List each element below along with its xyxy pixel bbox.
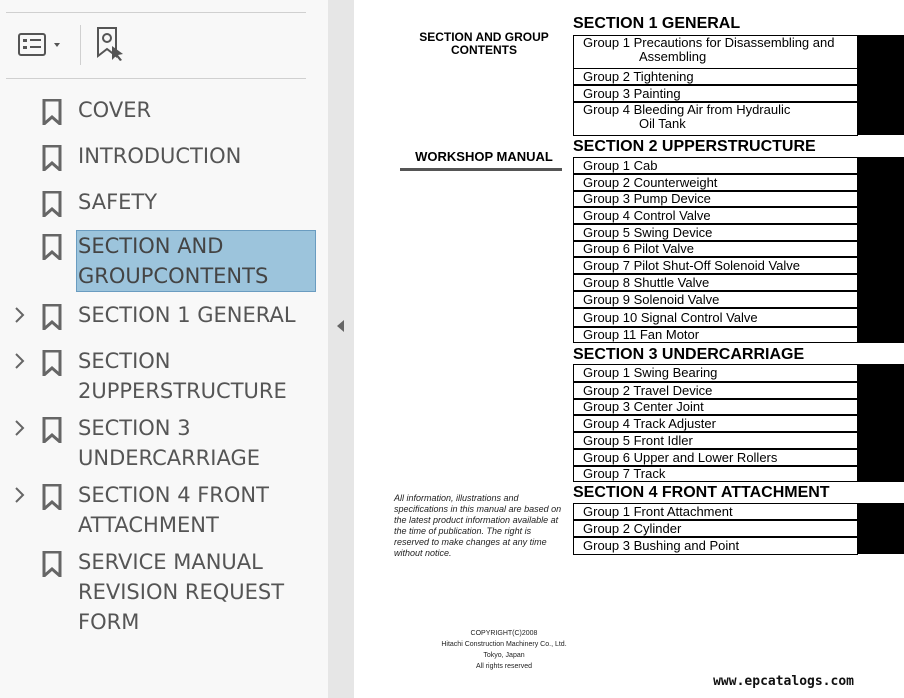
group-label: Group 2 Cylinder <box>583 521 682 536</box>
copyright-block <box>394 628 614 672</box>
group-row <box>573 537 858 555</box>
group-label: Group 4 Control Valve <box>583 208 711 223</box>
group-row <box>573 399 858 415</box>
bookmark-icon <box>42 191 62 217</box>
group-label: Group 3 Bushing and Point <box>583 538 740 553</box>
bookmark-icon <box>42 145 62 171</box>
group-label: Group 3 Center Joint <box>583 399 704 414</box>
group-label: Group 5 Front Idler <box>583 433 693 448</box>
group-row <box>573 432 858 449</box>
bookmark-label: INTRODUCTION <box>78 144 242 168</box>
group-label: Group 7 Track <box>583 466 666 481</box>
copyright-line: Tokyo, Japan <box>483 652 525 659</box>
bookmark-icon <box>42 350 62 376</box>
group-label-continued: Oil Tank <box>639 116 686 131</box>
chevron-right-icon[interactable] <box>12 306 28 324</box>
bookmark-label: COVER <box>78 98 152 122</box>
chevron-right-icon[interactable] <box>12 486 28 504</box>
section-thumb-tab <box>857 35 904 135</box>
group-label: Group 6 Pilot Valve <box>583 241 695 256</box>
group-row <box>573 241 858 257</box>
bookmark-label: SECTION 3 UNDERCARRIAGE <box>78 416 261 470</box>
bookmark-icon <box>42 99 62 125</box>
triangle-left-icon[interactable] <box>335 318 347 334</box>
bookmark-icon <box>42 484 62 510</box>
group-row <box>573 520 858 537</box>
group-row <box>573 68 858 85</box>
group-row <box>573 191 858 207</box>
bookmark-icon <box>42 304 62 330</box>
bookmark-label: SAFETY <box>78 190 158 214</box>
group-row <box>573 157 858 174</box>
toolbar-top-divider <box>6 12 306 13</box>
group-row <box>573 85 858 102</box>
group-label: Group 11 Fan Motor <box>583 327 700 342</box>
add-bookmark-button[interactable] <box>93 26 127 62</box>
group-row <box>573 327 858 343</box>
group-row <box>573 207 858 224</box>
group-row <box>573 364 858 382</box>
group-label: Group 3 Painting <box>583 86 681 101</box>
disclaimer-notice: All information, illustrations and specifications in this manual are based on the latest product information available at the time of publication. The right is reserved to make changes at any time without notice. <box>394 493 562 558</box>
group-label: Group 5 Swing Device <box>583 225 713 240</box>
group-row <box>573 257 858 274</box>
group-label: Group 9 Solenoid Valve <box>583 292 720 307</box>
toolbar-divider <box>80 25 81 65</box>
bookmark-label: SECTION 2UPPERSTRUCTURE <box>78 349 287 403</box>
copyright-line: Hitachi Construction Machinery Co., Ltd. <box>441 641 567 648</box>
bookmark-icon <box>42 234 62 260</box>
group-row <box>573 224 858 241</box>
bookmark-label: SECTION AND GROUPCONTENTS <box>76 230 316 292</box>
toolbar-bottom-divider <box>6 78 306 79</box>
document-page <box>354 0 904 698</box>
bookmark-label: SECTION 4 FRONT ATTACHMENT <box>78 483 269 537</box>
section-title: SECTION 2 UPPERSTRUCTURE <box>573 138 816 155</box>
group-label: Group 3 Pump Device <box>583 191 711 206</box>
group-label: Group 8 Shuttle Valve <box>583 275 710 290</box>
section-title: SECTION 3 UNDERCARRIAGE <box>573 346 805 363</box>
group-row <box>573 291 858 308</box>
group-row <box>573 174 858 191</box>
group-label: Group 2 Counterweight <box>583 175 718 190</box>
section-group-contents-heading: SECTION AND GROUP CONTENTS <box>419 30 549 57</box>
group-row <box>573 449 858 466</box>
group-row <box>573 274 858 291</box>
add-bookmark-icon <box>93 26 127 62</box>
section-thumb-tab <box>857 157 904 343</box>
watermark-url: www.epcatalogs.com <box>713 674 854 689</box>
group-row <box>573 102 858 136</box>
bookmarks-panel <box>0 0 328 698</box>
group-label: Group 1 Cab <box>583 158 658 173</box>
group-label-continued: Assembling <box>639 49 707 64</box>
options-menu-button[interactable] <box>14 30 70 60</box>
section-thumb-tab <box>857 364 904 482</box>
workshop-manual-heading: WORKSHOP MANUAL <box>415 149 553 164</box>
group-row <box>573 503 858 520</box>
group-row <box>573 466 858 482</box>
section-thumb-tab <box>857 503 904 554</box>
group-row <box>573 415 858 432</box>
group-label: Group 4 Track Adjuster <box>583 416 716 431</box>
bookmark-label: SERVICE MANUAL REVISION REQUEST FORM <box>78 550 285 634</box>
group-label: Group 1 Front Attachment <box>583 504 733 519</box>
copyright-line: All rights reserved <box>475 663 533 670</box>
section-title: SECTION 1 GENERAL <box>573 15 741 32</box>
group-label: Group 6 Upper and Lower Rollers <box>583 450 778 465</box>
group-label: Group 10 Signal Control Valve <box>583 310 758 325</box>
bookmark-icon <box>42 417 62 443</box>
section-title: SECTION 4 FRONT ATTACHMENT <box>573 484 830 501</box>
panel-splitter[interactable] <box>328 0 354 698</box>
list-options-icon <box>14 30 70 60</box>
group-label: Group 1 Swing Bearing <box>583 365 718 380</box>
group-row <box>573 35 858 69</box>
group-row <box>573 382 858 399</box>
group-label: Group 4 Bleeding Air from Hydraulic <box>583 102 791 117</box>
copyright-line: COPYRIGHT(C)2008 <box>470 630 538 637</box>
group-label: Group 2 Travel Device <box>583 383 713 398</box>
workshop-manual-underline <box>400 168 562 171</box>
chevron-right-icon[interactable] <box>12 352 28 370</box>
group-label: Group 7 Pilot Shut-Off Solenoid Valve <box>583 258 801 273</box>
group-row <box>573 308 858 327</box>
group-label: Group 2 Tightening <box>583 69 694 84</box>
group-label: Group 1 Precautions for Disassembling and <box>583 35 835 50</box>
chevron-right-icon[interactable] <box>12 419 28 437</box>
bookmark-icon <box>42 551 62 577</box>
bookmark-label: SECTION 1 GENERAL <box>78 303 296 327</box>
